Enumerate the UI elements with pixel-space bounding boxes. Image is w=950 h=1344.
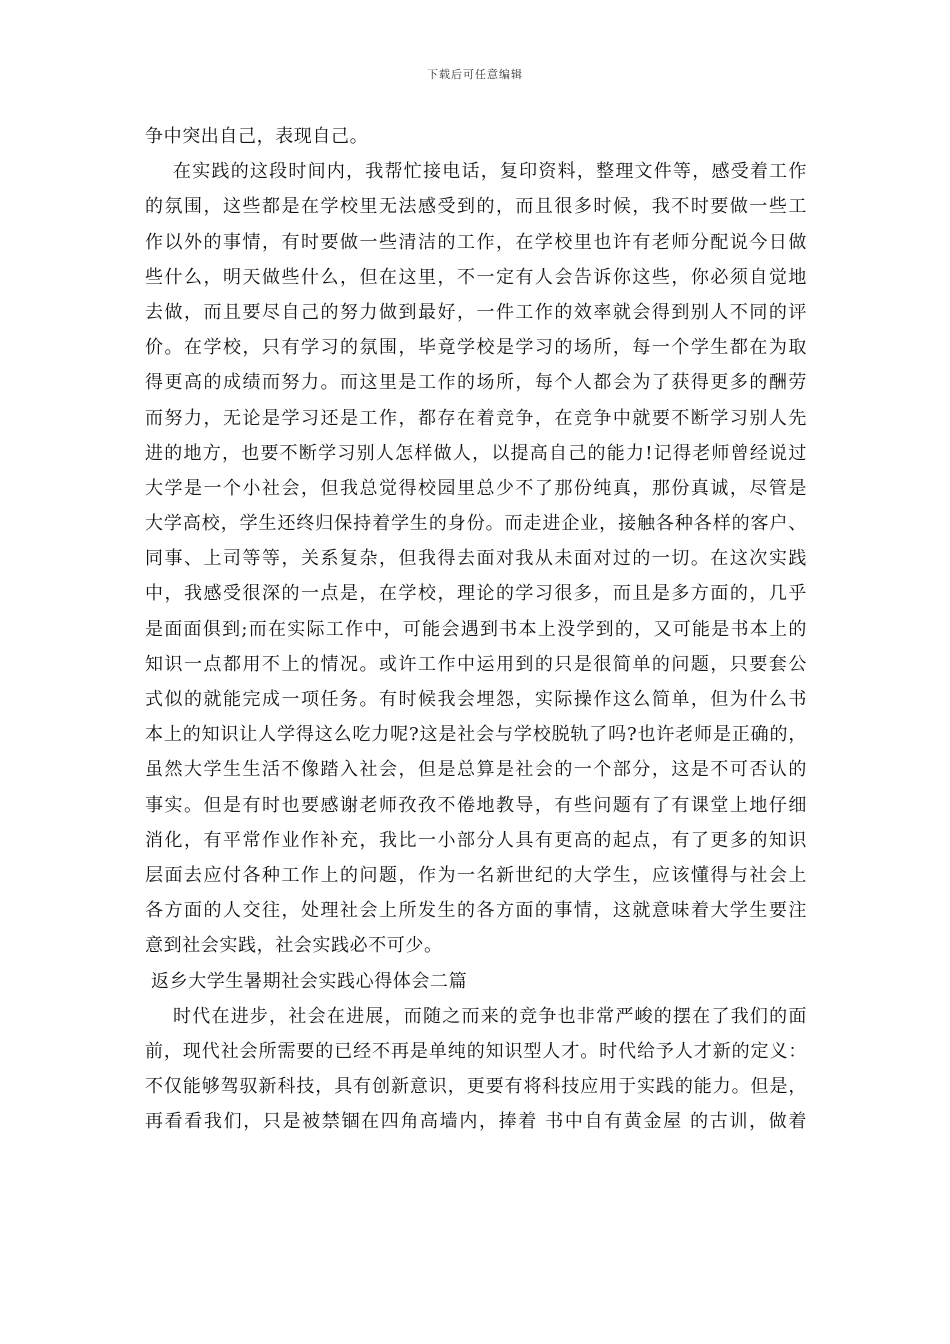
- text-line: 意到社会实践，社会实践必不可少。: [145, 935, 443, 957]
- text-line: 去做，而且要尽自己的努力做到最好，一件工作的效率就会得到别人不同的评: [145, 301, 807, 323]
- text-line: 时代在进步，社会在进展，而随之而来的竞争也非常严峻的摆在了我们的面: [173, 1005, 807, 1027]
- text-line: 得更高的成绩而努力。而这里是工作的场所，每个人都会为了获得更多的酬劳: [145, 372, 807, 394]
- text-line: 各方面的人交往，处理社会上所发生的各方面的事情，这就意味着大学生要注: [145, 900, 807, 922]
- text-line: 作以外的事情，有时要做一些清洁的工作，在学校里也许有老师分配说今日做: [145, 231, 807, 253]
- page-header: 下载后可任意编辑: [427, 68, 523, 81]
- text-line: 不仅能够驾驭新科技，具有创新意识，更要有将科技应用于实践的能力。但是，: [145, 1076, 807, 1098]
- text-line: 虽然大学生生活不像踏入社会，但是总算是社会的一个部分，这是不可否认的: [145, 759, 807, 781]
- text-line: 本上的知识让人学得这么吃力呢?这是社会与学校脱轨了吗?也许老师是正确的，: [145, 724, 807, 746]
- text-line: 进的地方，也要不断学习别人怎样做人，以提高自己的能力!记得老师曾经说过: [145, 442, 807, 464]
- document-body: [145, 119, 807, 1139]
- text-line: 争中突出自己，表现自己。: [145, 126, 369, 147]
- text-line: 消化，有平常作业作补充，我比一小部分人具有更高的起点，有了更多的知识: [145, 829, 807, 851]
- section-heading: 返乡大学生暑期社会实践心得体会二篇: [151, 970, 468, 992]
- text-line: 而努力，无论是学习还是工作，都存在着竞争，在竞争中就要不断学习别人先: [145, 407, 807, 429]
- text-line: 前，现代社会所需要的已经不再是单纯的知识型人才。时代给予人才新的定义：: [145, 1040, 807, 1062]
- text-line: 价。在学校，只有学习的氛围，毕竟学校是学习的场所，每一个学生都在为取: [145, 337, 807, 359]
- text-line: 大学高校，学生还终归保持着学生的身份。而走进企业，接触各种各样的客户、: [145, 513, 807, 535]
- text-line: 式似的就能完成一项任务。有时候我会埋怨，实际操作这么简单，但为什么书: [145, 689, 807, 710]
- text-line: 再看看我们，只是被禁锢在四角高墙内，捧着 书中自有黄金屋 的古训，做着: [145, 1111, 807, 1133]
- text-line: 在实践的这段时间内，我帮忙接电话，复印资料，整理文件等，感受着工作: [173, 161, 807, 183]
- text-line: 同事、上司等等，关系复杂，但我得去面对我从未面对过的一切。在这次实践: [145, 548, 807, 570]
- text-line: 知识一点都用不上的情况。或许工作中运用到的只是很简单的问题，只要套公: [145, 653, 807, 675]
- text-line: 是面面俱到;而在实际工作中，可能会遇到书本上没学到的，又可能是书本上的: [145, 618, 807, 640]
- text-line: 的氛围，这些都是在学校里无法感受到的，而且很多时候，我不时要做一些工: [145, 196, 807, 218]
- text-line: 大学是一个小社会，但我总觉得校园里总少不了那份纯真，那份真诚，尽管是: [145, 477, 807, 499]
- text-line: 层面去应付各种工作上的问题，作为一名新世纪的大学生，应该懂得与社会上: [145, 864, 807, 886]
- text-line: 些什么，明天做些什么，但在这里，不一定有人会告诉你这些，你必须自觉地: [145, 266, 807, 288]
- text-line: 事实。但是有时也要感谢老师孜孜不倦地教导，有些问题有了有课堂上地仔细: [145, 794, 807, 816]
- text-line: 中，我感受很深的一点是，在学校，理论的学习很多，而且是多方面的，几乎: [145, 583, 807, 605]
